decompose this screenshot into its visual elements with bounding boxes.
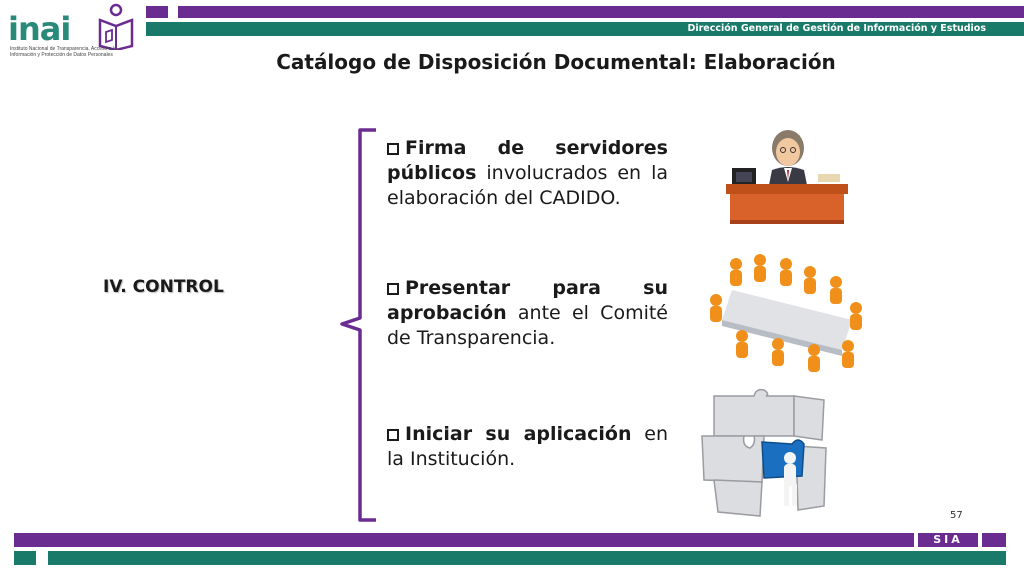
logo-subtitle: Instituto Nacional de Transparencia, Acceso a la Información y Protección de Datos Personales — [10, 46, 117, 58]
bullet-presentar — [387, 276, 668, 351]
checkbox-bullet-icon — [387, 283, 399, 295]
bottom-bar-purple — [14, 533, 914, 547]
bullet-firma — [387, 136, 668, 211]
bullet-text: en la Institución. — [387, 423, 669, 470]
bottom-bar-green — [48, 551, 1006, 565]
department-label: Dirección General de Gestión de Información y Estudios — [683, 22, 990, 37]
page-number: 57 — [950, 510, 963, 521]
section-label: IV. CONTROL — [103, 277, 224, 297]
bullet-text: ante el Comité de Transparencia. — [387, 302, 668, 349]
sia-label: SIA — [918, 533, 978, 547]
top-bar-purple — [178, 6, 1024, 18]
top-bar-purple-small — [146, 6, 168, 18]
checkbox-bullet-icon — [387, 429, 399, 441]
checkbox-bullet-icon — [387, 143, 399, 155]
bullet-text: involucrados en la elaboración del CADIDO. — [387, 162, 668, 209]
bullet-bold: Firma de servidores públicos — [387, 137, 668, 184]
bottom-bar-green-small — [14, 551, 36, 565]
page-title: Catálogo de Disposición Documental: Elaboración — [276, 50, 836, 74]
bullet-bold: Presentar para su aprobación — [387, 277, 668, 324]
curly-bracket — [336, 126, 386, 524]
bottom-bar-purple-right — [982, 533, 1006, 547]
book-person-icon — [96, 2, 138, 50]
bullet-iniciar — [387, 422, 668, 472]
committee-meeting-image — [702, 250, 870, 374]
official-at-desk-image — [722, 120, 852, 230]
bullet-bold: Iniciar su aplicación — [405, 423, 632, 445]
logo-text: inai — [8, 10, 71, 48]
puzzle-image — [694, 386, 834, 526]
